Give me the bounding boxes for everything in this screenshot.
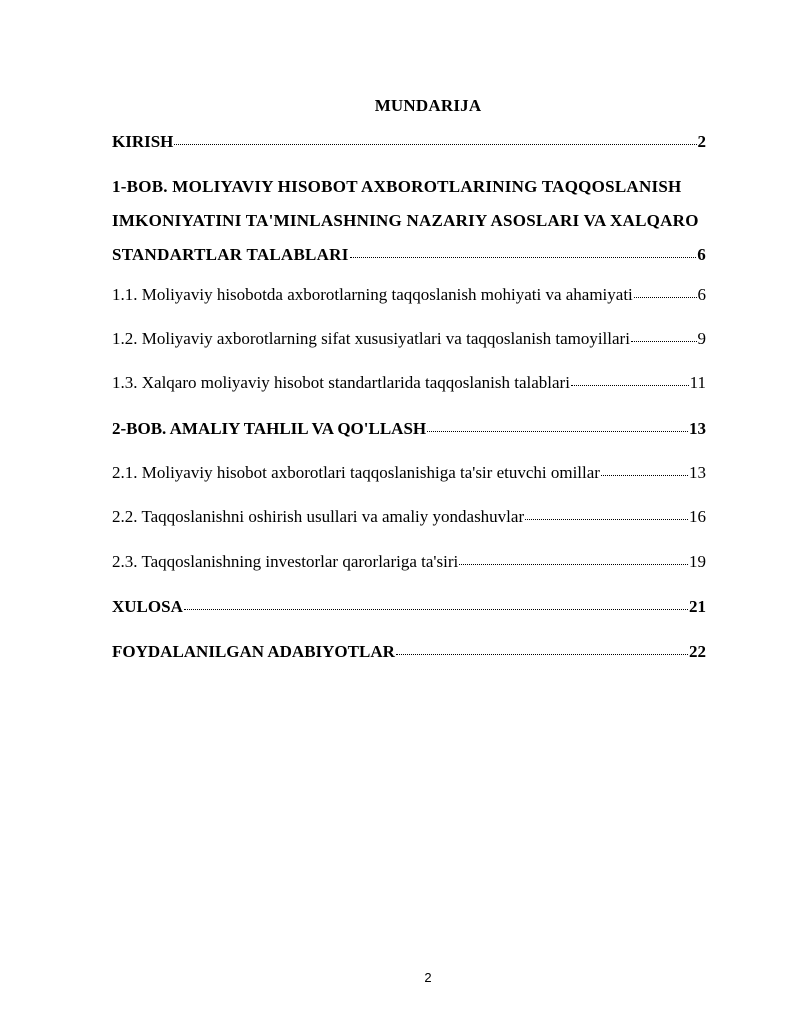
page-title: MUNDARIJA [374, 96, 482, 115]
dot-leader [427, 431, 688, 432]
toc-entry-page: 21 [689, 597, 706, 616]
toc-entry-title: FOYDALANILGAN ADABIYOTLAR [112, 642, 395, 661]
toc-entry-title: STANDARTLAR TALABLARI [112, 245, 349, 264]
dot-leader [184, 609, 688, 610]
toc-entry-kirish[interactable] [112, 125, 706, 159]
toc-entry-2-1[interactable] [112, 456, 706, 490]
dot-leader [601, 475, 688, 476]
dot-leader [396, 654, 688, 655]
toc-entry-page: 6 [697, 285, 706, 304]
dot-leader [459, 564, 688, 565]
toc-entry-1-3[interactable] [112, 366, 706, 400]
dot-leader [525, 519, 688, 520]
toc-entry-title: 1.1. Moliyaviy hisobotda axborotlarning taqqoslanish mohiyati va ahamiyati [112, 285, 633, 304]
toc-entry-title: 1.3. Xalqaro moliyaviy hisobot standartlarida taqqoslanish talablari [112, 373, 570, 392]
dot-leader [631, 341, 697, 342]
toc-entry-title: XULOSA [112, 597, 183, 616]
toc-entry-title: 2.2. Taqqoslanishni oshirish usullari va amaliy yondashuvlar [112, 507, 525, 526]
toc-entry-page: 16 [689, 507, 706, 526]
toc-entry-1-1[interactable] [112, 278, 706, 312]
toc-entry-title: 2.1. Moliyaviy hisobot axborotlari taqqoslanishiga ta'sir etuvchi omillar [112, 463, 600, 482]
toc-entry-page: 2 [697, 132, 706, 151]
dot-leader [174, 144, 696, 145]
dot-leader [571, 385, 689, 386]
dot-leader [350, 257, 697, 258]
toc-entry-page: 9 [697, 329, 706, 348]
toc-entry-page: 6 [697, 245, 706, 264]
toc-entry-title-line: 1-BOB. MOLIYAVIY HISOBOT AXBOROTLARINING TAQQOSLANISH [112, 177, 682, 196]
toc-entry-xulosa[interactable] [112, 590, 706, 624]
toc-entry-chapter-1[interactable] [112, 170, 706, 272]
toc-entry-title: 1.2. Moliyaviy axborotlarning sifat xususiyatlari va taqqoslanish tamoyillari [112, 329, 630, 348]
toc-entry-page: 13 [689, 419, 706, 438]
toc-entry-page: 19 [689, 552, 706, 571]
toc-entry-title-line: IMKONIYATINI TA'MINLASHNING NAZARIY ASOSLARI VA XALQARO [112, 211, 699, 230]
toc-entry-references[interactable] [112, 635, 706, 669]
toc-entry-title: KIRISH [112, 132, 174, 151]
page-number: 2 [424, 970, 432, 985]
toc-entry-1-2[interactable] [112, 322, 706, 356]
toc-entry-title: 2.3. Taqqoslanishning investorlar qarorlariga ta'siri [112, 552, 459, 571]
toc-entry-page: 13 [689, 463, 706, 482]
toc-entry-chapter-2[interactable] [112, 412, 706, 446]
toc-entry-title: 2-BOB. AMALIY TAHLIL VA QO'LLASH [112, 419, 427, 438]
dot-leader [634, 297, 697, 298]
toc-entry-page: 22 [689, 642, 706, 661]
toc-entry-2-3[interactable] [112, 545, 706, 579]
toc-entry-2-2[interactable] [112, 500, 706, 534]
toc-entry-page: 11 [689, 373, 706, 392]
